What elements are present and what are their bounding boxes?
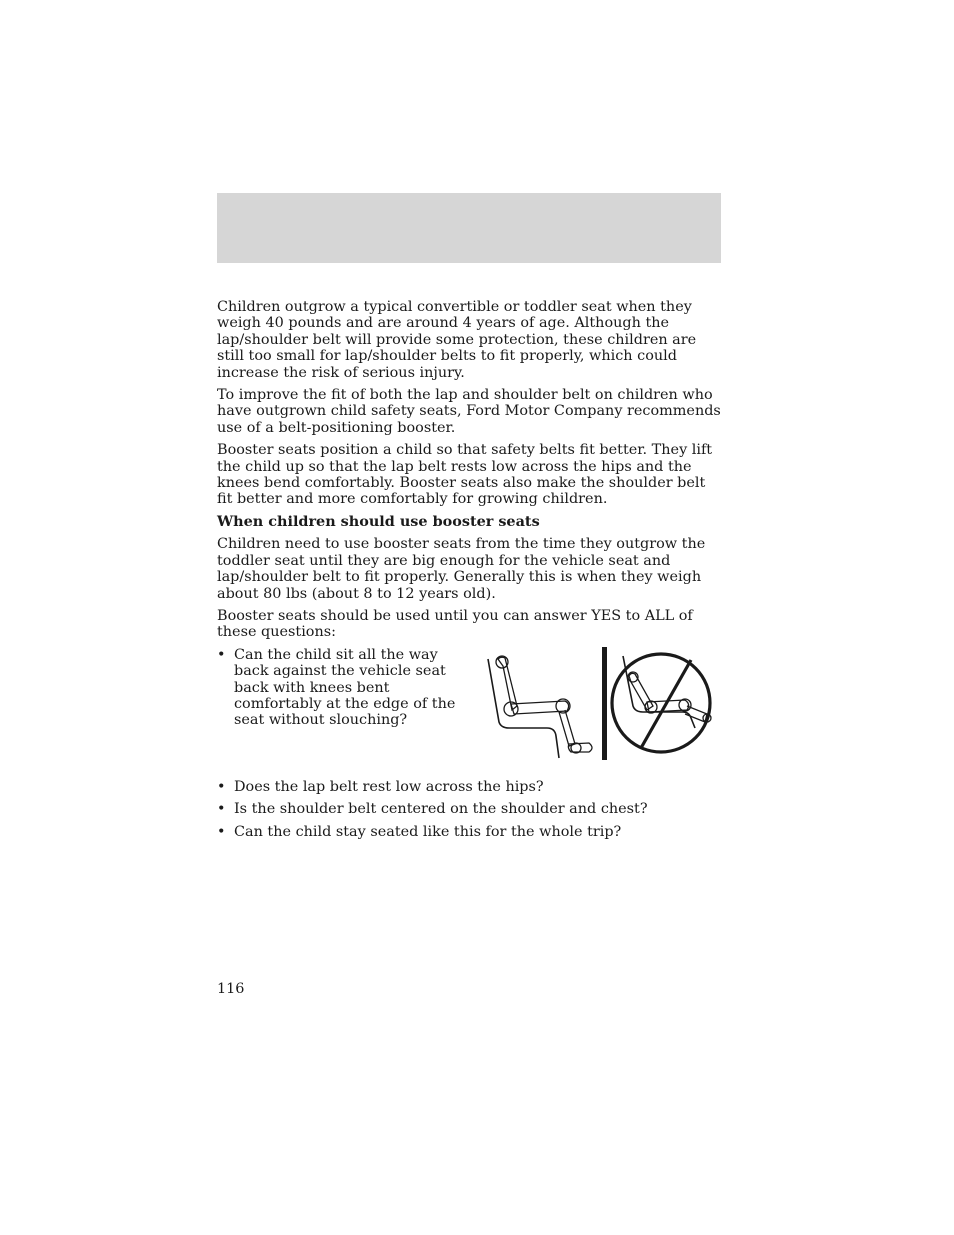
page-number: 116 [217,981,245,997]
bullet-icon: • [217,823,226,840]
intro-paragraph-3: Booster seats position a child so that safety belts fit better. They lift the child up so that the lap belt rests low across the hips and the knees bend comfortably. Booster seats also make the shoulder belt fit better and more comfortably for growing children. [217,442,713,508]
intro-paragraph-2: To improve the fit of both the lap and shoulder belt on children who have outgrown child safety seats, Ford Motor Company recommends use of a belt-positioning booster. [217,387,721,436]
question-with-illustration [217,647,721,779]
section-paragraph-1: Children need to use booster seats from the time they outgrow the toddler seat until they are big enough for the vehicle seat and lap/shoulder belt to fit properly. Generally this is when they weigh about 80 lbs (about 8 to 12 years old). [217,536,706,602]
bullet-icon: • [217,801,226,818]
page-content [217,299,721,846]
divider-bar [602,647,607,760]
seating-position-illustration [485,644,721,762]
list-item [217,647,472,729]
prohibition-circle [612,654,710,752]
bullet-text: Can the child stay seated like this for the whole trip? [234,823,622,840]
list-item [217,824,721,840]
prohibition-slash [641,660,691,748]
bullet-text: Is the shoulder belt centered on the shoulder and chest? [234,801,648,818]
section-header-band [217,193,721,263]
incorrect-seating-figure [612,654,711,752]
correct-seating-figure [488,656,592,758]
section-paragraph-2: Booster seats should be used until you can answer YES to ALL of these questions: [217,607,693,641]
section-heading: When children should use booster seats [217,512,540,530]
list-item [217,779,721,795]
bullet-text: Can the child sit all the way back against the vehicle seat back with knees bent comfortably at the edge of the seat without slouching? [234,646,456,729]
bullet-text: Does the lap belt rest low across the hips? [234,778,544,795]
bullet-icon: • [217,778,226,795]
list-item [217,801,721,817]
intro-paragraph-1: Children outgrow a typical convertible or toddler seat when they weigh 40 pounds and are around 4 years of age. Although the lap/shoulder belt will provide some protection, these children are still too small for lap/shoulder belts to fit properly, which could increase the risk of serious injury. [217,299,697,381]
bullet-icon: • [217,646,226,663]
